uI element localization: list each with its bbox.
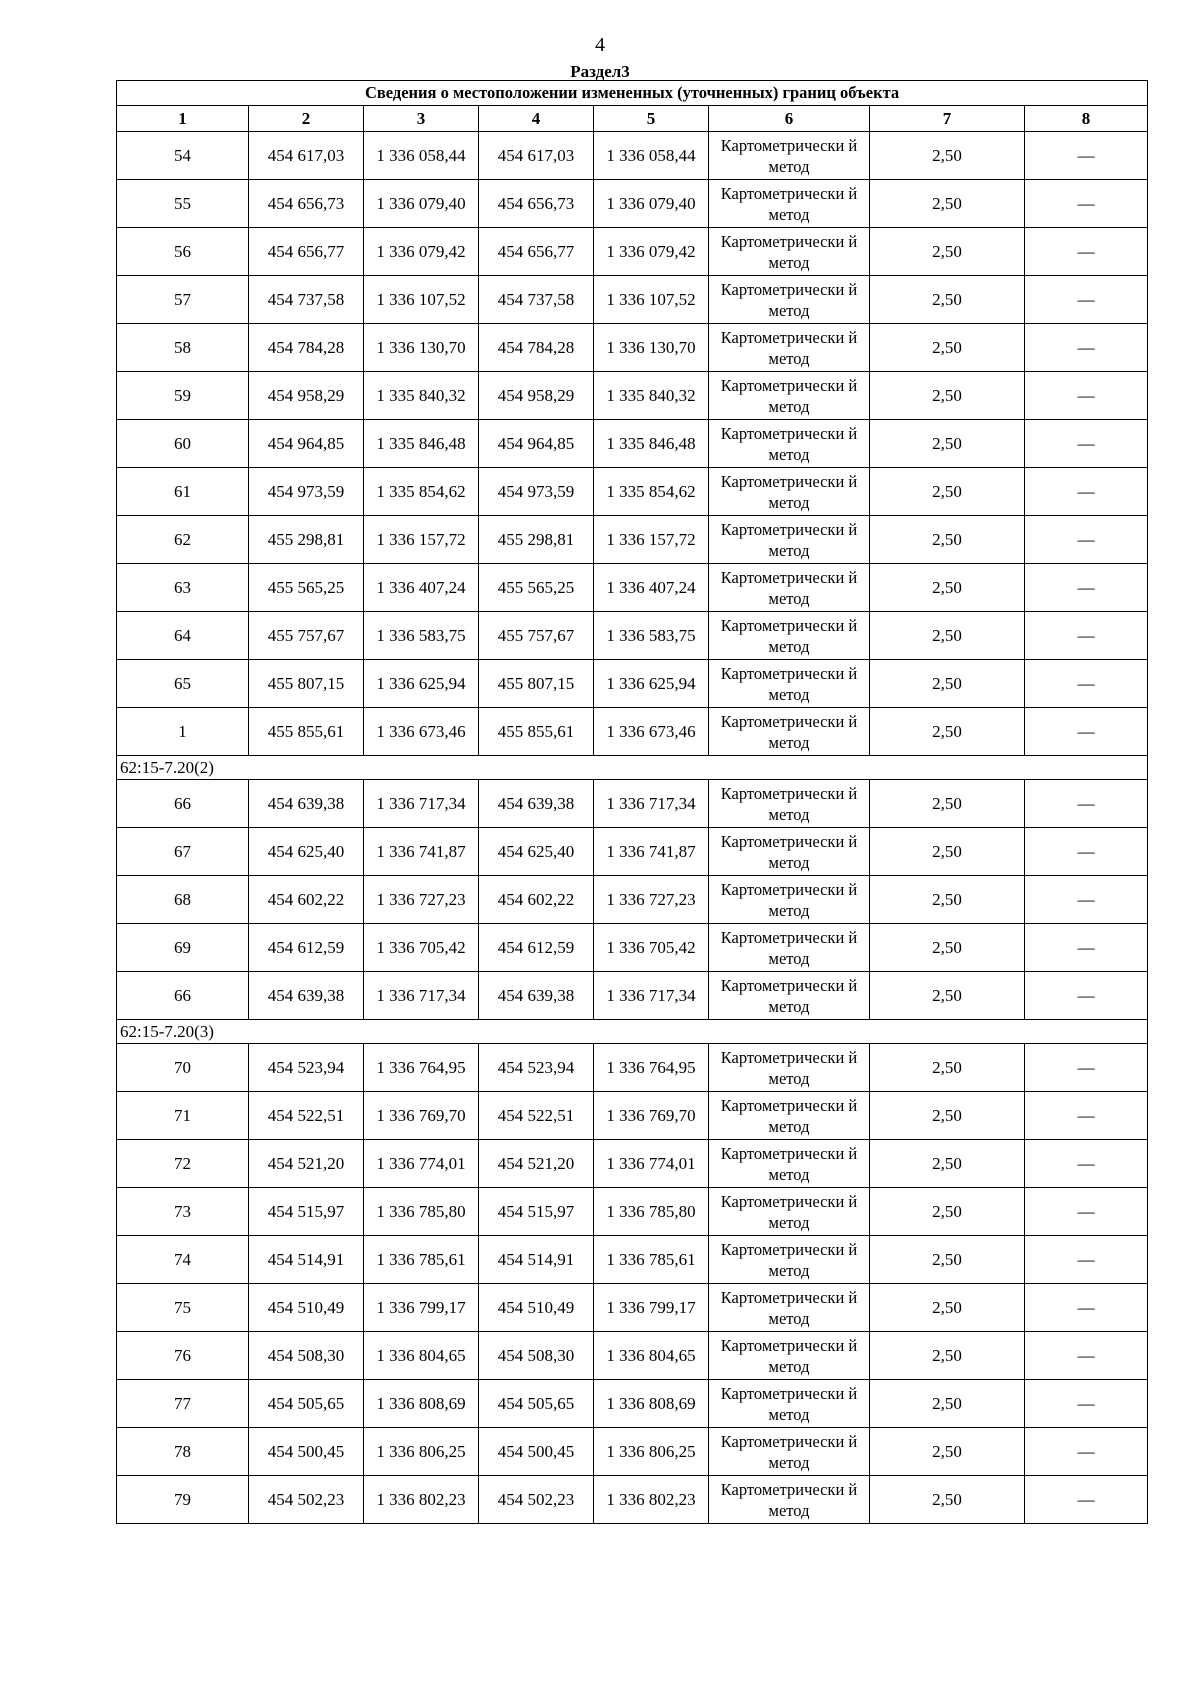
method-cell: [709, 1332, 870, 1380]
method-cell: [709, 516, 870, 564]
point-number-cell: 66: [117, 972, 249, 1020]
description-cell: —: [1025, 972, 1148, 1020]
description-cell: —: [1025, 924, 1148, 972]
point-number-cell: 58: [117, 324, 249, 372]
x-old-cell: 454 505,65: [249, 1380, 364, 1428]
method-cell: [709, 372, 870, 420]
x-new-cell: 454 964,85: [479, 420, 594, 468]
method-text: Картометрически й метод: [720, 1335, 858, 1376]
x-old-cell: 454 510,49: [249, 1284, 364, 1332]
method-cell: [709, 708, 870, 756]
description-cell: —: [1025, 1380, 1148, 1428]
x-new-cell: 454 625,40: [479, 828, 594, 876]
table-row: [117, 1380, 1148, 1428]
method-cell: [709, 180, 870, 228]
accuracy-cell: 2,50: [870, 276, 1025, 324]
x-new-cell: 454 514,91: [479, 1236, 594, 1284]
y-old-cell: 1 336 058,44: [364, 132, 479, 180]
table-row: [117, 972, 1148, 1020]
table-row: [117, 420, 1148, 468]
y-new-cell: 1 336 806,25: [594, 1428, 709, 1476]
description-cell: —: [1025, 876, 1148, 924]
description-cell: —: [1025, 1044, 1148, 1092]
x-new-cell: 454 522,51: [479, 1092, 594, 1140]
boundary-coordinates-table: [116, 80, 1148, 1524]
x-old-cell: 454 958,29: [249, 372, 364, 420]
y-old-cell: 1 336 107,52: [364, 276, 479, 324]
accuracy-cell: 2,50: [870, 132, 1025, 180]
x-old-cell: 454 656,77: [249, 228, 364, 276]
method-cell: [709, 132, 870, 180]
y-new-cell: 1 336 774,01: [594, 1140, 709, 1188]
accuracy-cell: 2,50: [870, 708, 1025, 756]
table-row: [117, 324, 1148, 372]
x-new-cell: 454 500,45: [479, 1428, 594, 1476]
method-text: Картометрически й метод: [720, 375, 858, 416]
accuracy-cell: 2,50: [870, 1092, 1025, 1140]
method-cell: [709, 276, 870, 324]
method-cell: [709, 1236, 870, 1284]
method-text: Картометрически й метод: [720, 1143, 858, 1184]
method-cell: [709, 1380, 870, 1428]
column-header: 1: [117, 106, 249, 132]
description-cell: —: [1025, 1140, 1148, 1188]
point-number-cell: 66: [117, 780, 249, 828]
x-old-cell: 454 656,73: [249, 180, 364, 228]
method-text: Картометрически й метод: [720, 423, 858, 464]
point-number-cell: 56: [117, 228, 249, 276]
y-old-cell: 1 336 130,70: [364, 324, 479, 372]
table-row: [117, 924, 1148, 972]
x-new-cell: 454 612,59: [479, 924, 594, 972]
table-row: [117, 1476, 1148, 1524]
point-number-cell: 78: [117, 1428, 249, 1476]
accuracy-cell: 2,50: [870, 372, 1025, 420]
accuracy-cell: 2,50: [870, 1140, 1025, 1188]
y-old-cell: 1 336 802,23: [364, 1476, 479, 1524]
method-text: Картометрически й метод: [720, 831, 858, 872]
method-cell: [709, 420, 870, 468]
x-new-cell: 454 617,03: [479, 132, 594, 180]
point-number-cell: 60: [117, 420, 249, 468]
method-text: Картометрически й метод: [720, 975, 858, 1016]
accuracy-cell: 2,50: [870, 516, 1025, 564]
table-caption-row: [117, 81, 1148, 106]
description-cell: —: [1025, 780, 1148, 828]
point-number-cell: 54: [117, 132, 249, 180]
y-new-cell: 1 336 727,23: [594, 876, 709, 924]
column-header-row: [117, 106, 1148, 132]
y-old-cell: 1 336 705,42: [364, 924, 479, 972]
y-new-cell: 1 336 804,65: [594, 1332, 709, 1380]
table-row: [117, 876, 1148, 924]
x-old-cell: 454 639,38: [249, 780, 364, 828]
accuracy-cell: 2,50: [870, 612, 1025, 660]
y-old-cell: 1 335 840,32: [364, 372, 479, 420]
y-old-cell: 1 336 799,17: [364, 1284, 479, 1332]
y-new-cell: 1 336 785,61: [594, 1236, 709, 1284]
x-old-cell: 455 855,61: [249, 708, 364, 756]
point-number-cell: 69: [117, 924, 249, 972]
method-cell: [709, 324, 870, 372]
description-cell: —: [1025, 1188, 1148, 1236]
x-new-cell: 454 737,58: [479, 276, 594, 324]
accuracy-cell: 2,50: [870, 1476, 1025, 1524]
y-new-cell: 1 336 157,72: [594, 516, 709, 564]
x-new-cell: 454 656,73: [479, 180, 594, 228]
description-cell: —: [1025, 564, 1148, 612]
method-text: Картометрически й метод: [720, 1191, 858, 1232]
column-header: 2: [249, 106, 364, 132]
x-old-cell: 454 737,58: [249, 276, 364, 324]
x-new-cell: 454 639,38: [479, 972, 594, 1020]
y-new-cell: 1 336 079,42: [594, 228, 709, 276]
description-cell: —: [1025, 660, 1148, 708]
y-old-cell: 1 336 157,72: [364, 516, 479, 564]
method-cell: [709, 828, 870, 876]
accuracy-cell: 2,50: [870, 1044, 1025, 1092]
description-cell: —: [1025, 420, 1148, 468]
x-old-cell: 454 523,94: [249, 1044, 364, 1092]
table-row: [117, 1284, 1148, 1332]
method-text: Картометрически й метод: [720, 1479, 858, 1520]
table-row: [117, 564, 1148, 612]
y-new-cell: 1 336 407,24: [594, 564, 709, 612]
y-old-cell: 1 335 846,48: [364, 420, 479, 468]
y-old-cell: 1 336 808,69: [364, 1380, 479, 1428]
method-text: Картометрически й метод: [720, 183, 858, 224]
y-old-cell: 1 336 407,24: [364, 564, 479, 612]
x-old-cell: 454 500,45: [249, 1428, 364, 1476]
method-cell: [709, 228, 870, 276]
method-text: Картометрически й метод: [720, 783, 858, 824]
table-row: [117, 780, 1148, 828]
method-cell: [709, 468, 870, 516]
contour-label-row: [117, 1020, 1148, 1044]
method-text: Картометрически й метод: [720, 471, 858, 512]
method-text: Картометрически й метод: [720, 1047, 858, 1088]
accuracy-cell: 2,50: [870, 1332, 1025, 1380]
contour-label: 62:15-7.20(3): [117, 1020, 1148, 1044]
y-old-cell: 1 335 854,62: [364, 468, 479, 516]
contour-label: 62:15-7.20(2): [117, 756, 1148, 780]
x-old-cell: 454 515,97: [249, 1188, 364, 1236]
point-number-cell: 64: [117, 612, 249, 660]
point-number-cell: 73: [117, 1188, 249, 1236]
description-cell: —: [1025, 468, 1148, 516]
point-number-cell: 63: [117, 564, 249, 612]
x-old-cell: 454 973,59: [249, 468, 364, 516]
description-cell: —: [1025, 1428, 1148, 1476]
y-new-cell: 1 335 840,32: [594, 372, 709, 420]
method-cell: [709, 972, 870, 1020]
description-cell: —: [1025, 1476, 1148, 1524]
method-cell: [709, 1284, 870, 1332]
point-number-cell: 67: [117, 828, 249, 876]
method-text: Картометрически й метод: [720, 327, 858, 368]
point-number-cell: 55: [117, 180, 249, 228]
point-number-cell: 71: [117, 1092, 249, 1140]
method-text: Картометрически й метод: [720, 1431, 858, 1472]
y-new-cell: 1 336 808,69: [594, 1380, 709, 1428]
table-row: [117, 180, 1148, 228]
description-cell: —: [1025, 1332, 1148, 1380]
x-old-cell: 454 508,30: [249, 1332, 364, 1380]
accuracy-cell: 2,50: [870, 828, 1025, 876]
accuracy-cell: 2,50: [870, 180, 1025, 228]
table-row: [117, 228, 1148, 276]
x-old-cell: 454 784,28: [249, 324, 364, 372]
point-number-cell: 70: [117, 1044, 249, 1092]
method-cell: [709, 780, 870, 828]
accuracy-cell: 2,50: [870, 1284, 1025, 1332]
x-new-cell: 454 656,77: [479, 228, 594, 276]
table-row: [117, 132, 1148, 180]
contour-label-row: [117, 756, 1148, 780]
y-new-cell: 1 336 769,70: [594, 1092, 709, 1140]
method-cell: [709, 924, 870, 972]
x-new-cell: 454 505,65: [479, 1380, 594, 1428]
accuracy-cell: 2,50: [870, 660, 1025, 708]
table-row: [117, 660, 1148, 708]
method-cell: [709, 1188, 870, 1236]
page-number: 4: [595, 34, 605, 56]
method-cell: [709, 876, 870, 924]
y-new-cell: 1 336 799,17: [594, 1284, 709, 1332]
y-old-cell: 1 336 741,87: [364, 828, 479, 876]
column-header: 8: [1025, 106, 1148, 132]
y-new-cell: 1 336 079,40: [594, 180, 709, 228]
method-cell: [709, 1476, 870, 1524]
table-row: [117, 828, 1148, 876]
y-old-cell: 1 336 583,75: [364, 612, 479, 660]
x-old-cell: 454 639,38: [249, 972, 364, 1020]
x-new-cell: 454 784,28: [479, 324, 594, 372]
accuracy-cell: 2,50: [870, 972, 1025, 1020]
method-text: Картометрически й метод: [720, 663, 858, 704]
accuracy-cell: 2,50: [870, 780, 1025, 828]
y-new-cell: 1 336 717,34: [594, 780, 709, 828]
table-row: [117, 276, 1148, 324]
x-old-cell: 454 625,40: [249, 828, 364, 876]
y-new-cell: 1 336 764,95: [594, 1044, 709, 1092]
y-old-cell: 1 336 079,42: [364, 228, 479, 276]
table-row: [117, 708, 1148, 756]
description-cell: —: [1025, 516, 1148, 564]
x-old-cell: 455 757,67: [249, 612, 364, 660]
description-cell: —: [1025, 1236, 1148, 1284]
x-new-cell: 454 521,20: [479, 1140, 594, 1188]
description-cell: —: [1025, 372, 1148, 420]
point-number-cell: 74: [117, 1236, 249, 1284]
table-row: [117, 1332, 1148, 1380]
column-header: 7: [870, 106, 1025, 132]
point-number-cell: 1: [117, 708, 249, 756]
method-cell: [709, 612, 870, 660]
y-old-cell: 1 336 774,01: [364, 1140, 479, 1188]
y-new-cell: 1 336 058,44: [594, 132, 709, 180]
y-new-cell: 1 336 583,75: [594, 612, 709, 660]
x-old-cell: 454 502,23: [249, 1476, 364, 1524]
x-old-cell: 455 807,15: [249, 660, 364, 708]
point-number-cell: 77: [117, 1380, 249, 1428]
method-text: Картометрически й метод: [720, 1287, 858, 1328]
y-new-cell: 1 335 846,48: [594, 420, 709, 468]
x-new-cell: 455 855,61: [479, 708, 594, 756]
y-old-cell: 1 336 717,34: [364, 780, 479, 828]
method-text: Картометрически й метод: [720, 927, 858, 968]
x-new-cell: 455 757,67: [479, 612, 594, 660]
y-new-cell: 1 336 802,23: [594, 1476, 709, 1524]
y-new-cell: 1 336 625,94: [594, 660, 709, 708]
method-text: Картометрически й метод: [720, 711, 858, 752]
y-new-cell: 1 336 130,70: [594, 324, 709, 372]
method-text: Картометрически й метод: [720, 279, 858, 320]
accuracy-cell: 2,50: [870, 468, 1025, 516]
method-text: Картометрически й метод: [720, 615, 858, 656]
accuracy-cell: 2,50: [870, 564, 1025, 612]
table-row: [117, 1092, 1148, 1140]
y-old-cell: 1 336 806,25: [364, 1428, 479, 1476]
table-row: [117, 1044, 1148, 1092]
point-number-cell: 72: [117, 1140, 249, 1188]
y-old-cell: 1 336 727,23: [364, 876, 479, 924]
x-new-cell: 454 502,23: [479, 1476, 594, 1524]
accuracy-cell: 2,50: [870, 876, 1025, 924]
table-row: [117, 516, 1148, 564]
method-cell: [709, 1428, 870, 1476]
point-number-cell: 68: [117, 876, 249, 924]
method-cell: [709, 660, 870, 708]
x-new-cell: 455 298,81: [479, 516, 594, 564]
description-cell: —: [1025, 180, 1148, 228]
x-old-cell: 454 514,91: [249, 1236, 364, 1284]
table-title: Сведения о местоположении измененных (уточненных) границ объекта: [117, 81, 1148, 106]
method-text: Картометрически й метод: [720, 135, 858, 176]
method-cell: [709, 1092, 870, 1140]
method-text: Картометрически й метод: [720, 879, 858, 920]
y-new-cell: 1 336 107,52: [594, 276, 709, 324]
accuracy-cell: 2,50: [870, 420, 1025, 468]
point-number-cell: 65: [117, 660, 249, 708]
table-row: [117, 612, 1148, 660]
y-old-cell: 1 336 785,61: [364, 1236, 479, 1284]
method-text: Картометрически й метод: [720, 231, 858, 272]
section-title: Раздел3: [570, 62, 630, 81]
point-number-cell: 61: [117, 468, 249, 516]
accuracy-cell: 2,50: [870, 324, 1025, 372]
y-old-cell: 1 336 079,40: [364, 180, 479, 228]
accuracy-cell: 2,50: [870, 1236, 1025, 1284]
y-old-cell: 1 336 625,94: [364, 660, 479, 708]
y-old-cell: 1 336 769,70: [364, 1092, 479, 1140]
point-number-cell: 79: [117, 1476, 249, 1524]
accuracy-cell: 2,50: [870, 924, 1025, 972]
x-new-cell: 454 510,49: [479, 1284, 594, 1332]
x-old-cell: 454 521,20: [249, 1140, 364, 1188]
table-row: [117, 1188, 1148, 1236]
method-text: Картометрически й метод: [720, 1383, 858, 1424]
table-row: [117, 468, 1148, 516]
y-old-cell: 1 336 785,80: [364, 1188, 479, 1236]
y-old-cell: 1 336 764,95: [364, 1044, 479, 1092]
point-number-cell: 57: [117, 276, 249, 324]
description-cell: —: [1025, 708, 1148, 756]
x-old-cell: 454 612,59: [249, 924, 364, 972]
x-new-cell: 454 958,29: [479, 372, 594, 420]
column-header: 6: [709, 106, 870, 132]
x-new-cell: 454 508,30: [479, 1332, 594, 1380]
point-number-cell: 76: [117, 1332, 249, 1380]
table-row: [117, 1140, 1148, 1188]
x-new-cell: 455 565,25: [479, 564, 594, 612]
x-old-cell: 455 565,25: [249, 564, 364, 612]
description-cell: —: [1025, 228, 1148, 276]
method-cell: [709, 564, 870, 612]
x-old-cell: 454 602,22: [249, 876, 364, 924]
x-old-cell: 455 298,81: [249, 516, 364, 564]
y-new-cell: 1 335 854,62: [594, 468, 709, 516]
description-cell: —: [1025, 828, 1148, 876]
point-number-cell: 75: [117, 1284, 249, 1332]
description-cell: —: [1025, 324, 1148, 372]
method-text: Картометрически й метод: [720, 519, 858, 560]
x-new-cell: 454 602,22: [479, 876, 594, 924]
description-cell: —: [1025, 1284, 1148, 1332]
y-new-cell: 1 336 785,80: [594, 1188, 709, 1236]
x-new-cell: 454 515,97: [479, 1188, 594, 1236]
x-old-cell: 454 617,03: [249, 132, 364, 180]
x-old-cell: 454 522,51: [249, 1092, 364, 1140]
method-cell: [709, 1044, 870, 1092]
y-old-cell: 1 336 717,34: [364, 972, 479, 1020]
accuracy-cell: 2,50: [870, 1380, 1025, 1428]
column-header: 3: [364, 106, 479, 132]
y-old-cell: 1 336 804,65: [364, 1332, 479, 1380]
method-text: Картометрически й метод: [720, 1239, 858, 1280]
method-cell: [709, 1140, 870, 1188]
column-header: 4: [479, 106, 594, 132]
y-new-cell: 1 336 717,34: [594, 972, 709, 1020]
accuracy-cell: 2,50: [870, 1188, 1025, 1236]
method-text: Картометрически й метод: [720, 1095, 858, 1136]
x-new-cell: 454 639,38: [479, 780, 594, 828]
point-number-cell: 62: [117, 516, 249, 564]
x-new-cell: 455 807,15: [479, 660, 594, 708]
table-row: [117, 372, 1148, 420]
accuracy-cell: 2,50: [870, 1428, 1025, 1476]
description-cell: —: [1025, 612, 1148, 660]
method-text: Картометрически й метод: [720, 567, 858, 608]
y-old-cell: 1 336 673,46: [364, 708, 479, 756]
x-new-cell: 454 973,59: [479, 468, 594, 516]
x-old-cell: 454 964,85: [249, 420, 364, 468]
y-new-cell: 1 336 673,46: [594, 708, 709, 756]
x-new-cell: 454 523,94: [479, 1044, 594, 1092]
y-new-cell: 1 336 741,87: [594, 828, 709, 876]
description-cell: —: [1025, 132, 1148, 180]
accuracy-cell: 2,50: [870, 228, 1025, 276]
y-new-cell: 1 336 705,42: [594, 924, 709, 972]
description-cell: —: [1025, 276, 1148, 324]
description-cell: —: [1025, 1092, 1148, 1140]
table-row: [117, 1236, 1148, 1284]
table-row: [117, 1428, 1148, 1476]
column-header: 5: [594, 106, 709, 132]
point-number-cell: 59: [117, 372, 249, 420]
